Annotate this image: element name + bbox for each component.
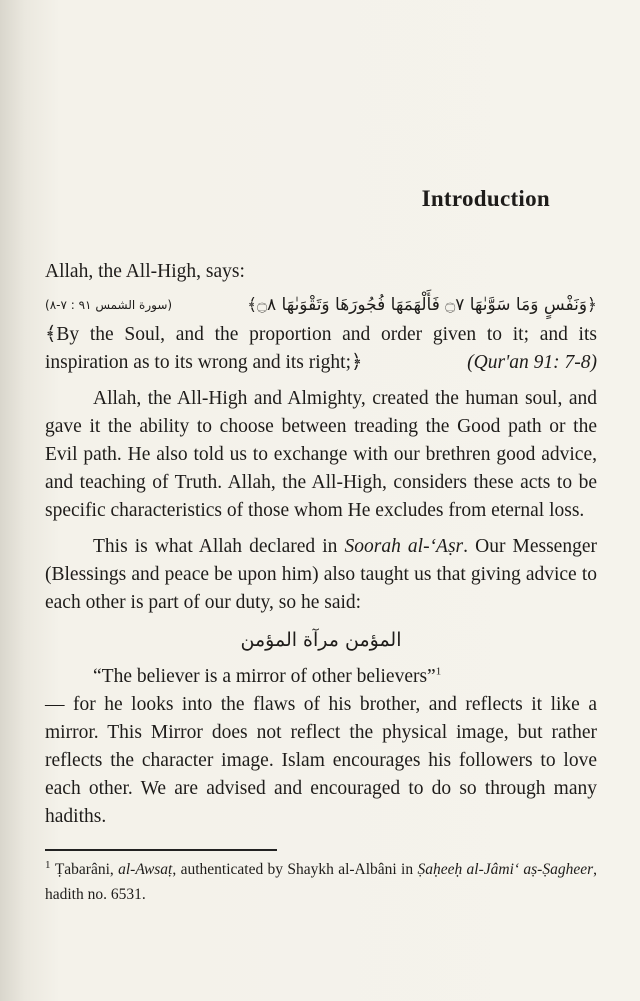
intro-line: Allah, the All-High, says: [45,261,245,282]
paragraph-1: Allah, the All-High and Almighty, created the human soul, and gave it the ability to choose between treading the Good path or the Evil path. He also told us to exchange with our brethren good advice, and teaching of Truth. Allah, the All-High, considers these acts to be specific characteristics of those whom He excludes from eternal loss. [45,388,597,521]
verse-arabic: ﴿وَنَفْسٍ وَمَا سَوَّىٰهَا ۝٧ فَأَلْهَمَهَا فُجُورَهَا وَتَقْوَىٰهَا ۝٨﴾ [247,295,597,315]
text: This is what Allah declared in [93,536,345,557]
surah-name: Soorah al-‘Aṣr [344,536,464,557]
translation-reference: (Qur'an 91: 7-8) [467,352,597,373]
translation-text: ﴾By the Soul, and the proportion and order given to it; and its inspiration as to its wrong and its right;﴿ [45,324,597,373]
text: . Our Messenger (Blessings and peace be upon him) also taught us that giving advice to each other is part of our duty, so he said: [45,536,597,613]
hadith-quote [45,663,597,691]
footnote-marker[interactable]: 1 [435,665,442,678]
footnote-divider [45,849,277,851]
verse-translation [45,321,597,377]
paragraph-3: — for he looks into the flaws of his brother, and reflects it like a mirror. This Mirror does not reflect the physical image, but rather reflects the character image. Islam encourages his followers to love each other. We are advised and encouraged to do so through many hadiths. [45,694,597,827]
text: , authenticated by Shaykh al-Albâni in [172,861,418,878]
book-title: al-Awsaṭ [118,861,173,878]
quote-text: “The believer is a mirror of other believers” [93,666,436,687]
page-content [45,184,597,907]
hadith-arabic: المؤمن مرآة المؤمن [240,629,402,651]
text: , hadith no. 6531. [45,861,597,903]
page-title: Introduction [421,186,550,211]
paragraph-2 [45,533,597,617]
book-title: Ṣaḥeeḥ al-Jâmi‘ aṣ-Ṣagheer [417,861,594,878]
verse-reference-arabic: (سورة الشمس ٩١ : ٧-٨) [45,297,173,312]
footnote [45,857,597,907]
text: Ṭabarâni, [50,861,119,878]
verse-arabic-row [45,294,597,315]
footnote-number: 1 [45,858,51,871]
